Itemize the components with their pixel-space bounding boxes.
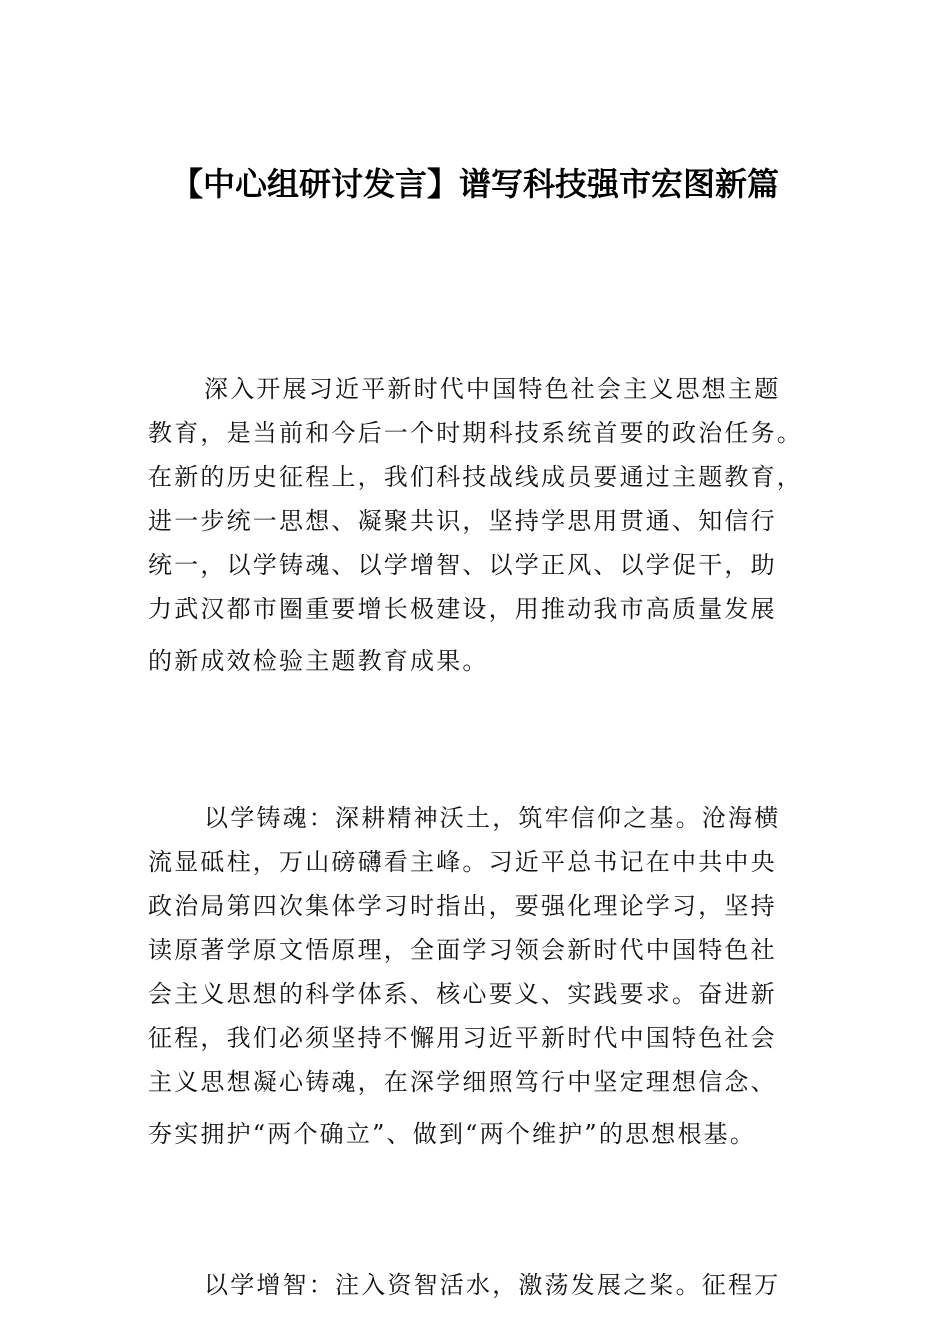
paragraph-line: 以学铸魂：深耕精神沃土，筑牢信仰之基。沧海横: [204, 804, 781, 832]
paragraph-line: 在新的历史征程上，我们科技战线成员要通过主题教育，: [148, 463, 803, 491]
paragraph-line: 教育，是当前和今后一个时期科技系统首要的政治任务。: [148, 419, 803, 447]
paragraph-wisdom: [148, 1263, 818, 1307]
paragraph-line: 深入开展习近平新时代中国特色社会主义思想主题: [204, 375, 781, 403]
paragraph-soul: [148, 796, 818, 1156]
paragraph-line: 进一步统一思想、凝聚共识，坚持学思用贯通、知信行: [148, 507, 777, 535]
paragraph-line: 力武汉都市圈重要增长极建设，用推动我市高质量发展: [148, 595, 777, 623]
document-title: 【中心组研讨发言】谱写科技强市宏图新篇: [170, 165, 779, 203]
paragraph-line: 征程，我们必须坚持不懈用习近平新时代中国特色社会: [148, 1024, 777, 1052]
paragraph-line: 会主义思想的科学体系、核心要义、实践要求。奋进新: [148, 980, 777, 1008]
paragraph-line: 的新成效检验主题教育成果。: [148, 647, 489, 675]
paragraph-line: 流显砥柱，万山磅礴看主峰。习近平总书记在中共中央: [148, 848, 777, 876]
paragraph-line: 主义思想凝心铸魂，在深学细照笃行中坚定理想信念、: [148, 1068, 777, 1096]
paragraph-intro: [148, 367, 818, 683]
paragraph-line: 统一，以学铸魂、以学增智、以学正风、以学促干，助: [148, 551, 777, 579]
paragraph-line: 读原著学原文悟原理，全面学习领会新时代中国特色社: [148, 936, 777, 964]
paragraph-line: 以学增智：注入资智活水，激荡发展之桨。征程万: [204, 1271, 781, 1299]
paragraph-line: 政治局第四次集体学习时指出，要强化理论学习，坚持: [148, 892, 777, 920]
paragraph-line: 夯实拥护“两个确立”、做到“两个维护”的思想根基。: [148, 1120, 757, 1148]
